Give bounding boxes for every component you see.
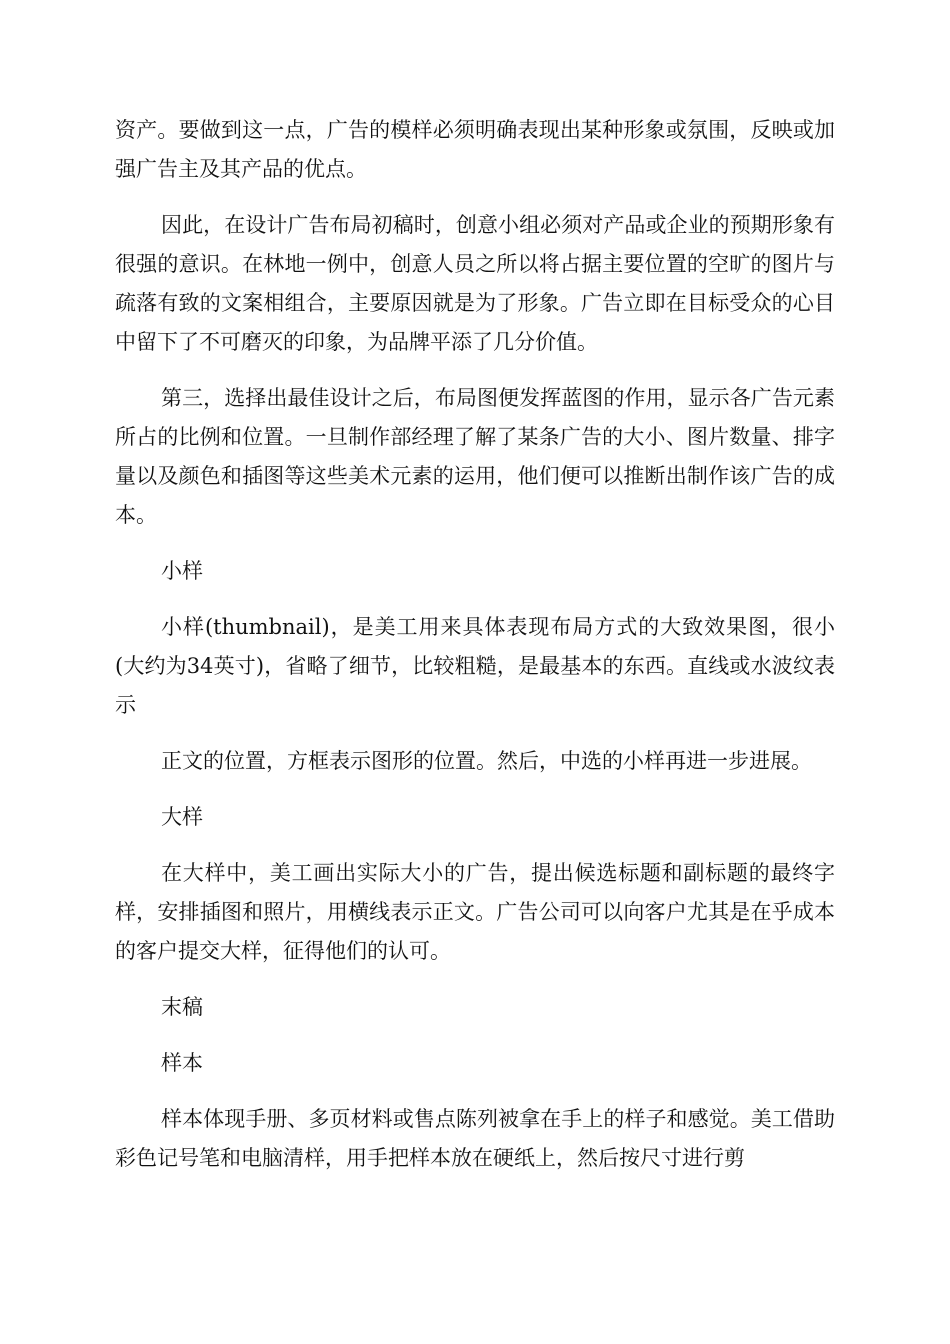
paragraph-image-awareness: 因此，在设计广告布局初稿时，创意小组必须对产品或企业的预期形象有很强的意识。在林地一例中，创意人员之所以将占据主要位置的空旷的图片与疏落有致的文案相组合，主要原因就是为了形象。广告立即在目标受众的心目中留下了不可磨灭的印象，为品牌平添了几分价值。 <box>115 213 835 354</box>
section-heading-rough: 大样 <box>161 805 203 829</box>
paragraph-thumbnail-continued: 正文的位置，方框表示图形的位置。然后，中选的小样再进一步进展。 <box>161 749 812 773</box>
paragraph-dummy-description: 样本体现手册、多页材料或售点陈列被拿在手上的样子和感觉。美工借助彩色记号笔和电脑清样，用手把样本放在硬纸上，然后按尺寸进行剪 <box>115 1107 835 1170</box>
section-heading-dummy: 样本 <box>161 1051 203 1075</box>
paragraph-intro-continued: 资产。要做到这一点，广告的模样必须明确表现出某种形象或氛围，反映或加强广告主及其产品的优点。 <box>115 118 835 181</box>
paragraph-blueprint-cost: 第三，选择出最佳设计之后，布局图便发挥蓝图的作用，显示各广告元素所占的比例和位置。一旦制作部经理了解了某条广告的大小、图片数量、排字量以及颜色和插图等这些美术元素的运用，他们便可以推断出制作该广告的成本。 <box>115 386 835 527</box>
paragraph-rough-layout: 在大样中，美工画出实际大小的广告，提出候选标题和副标题的最终字样，安排插图和照片，用横线表示正文。广告公司可以向客户尤其是在乎成本的客户提交大样，征得他们的认可。 <box>115 861 835 963</box>
document-body <box>115 111 835 1195</box>
section-heading-final: 末稿 <box>161 995 203 1019</box>
section-heading-thumbnail: 小样 <box>161 559 203 583</box>
paragraph-thumbnail-definition: 小样(thumbnail)，是美工用来具体表现布局方式的大致效果图，很小(大约为34英寸)，省略了细节，比较粗糙，是最基本的东西。直线或水波纹表示 <box>115 615 835 717</box>
